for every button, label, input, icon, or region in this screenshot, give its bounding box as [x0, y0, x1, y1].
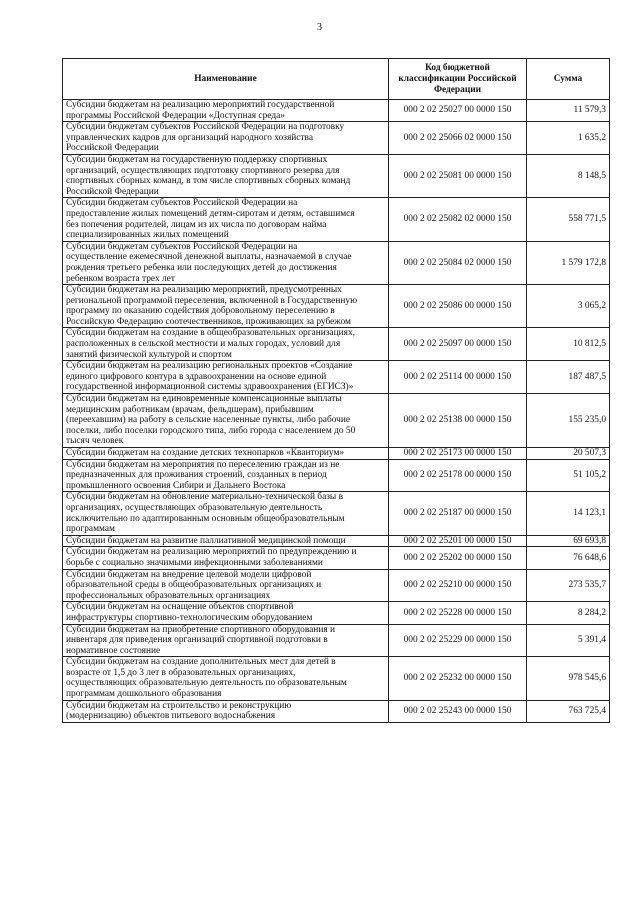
- row-code-cell: 000 2 02 25201 00 0000 150: [389, 535, 527, 547]
- table-row: [63, 459, 610, 492]
- row-code-cell: 000 2 02 25027 00 0000 150: [389, 100, 527, 122]
- row-code-cell: 000 2 02 25097 00 0000 150: [389, 328, 527, 361]
- budget-table: [62, 58, 610, 723]
- row-code-cell: 000 2 02 25138 00 0000 150: [389, 394, 527, 448]
- row-name-cell: Субсидии бюджетам на внедрение целевой модели цифровой образовательной среды в общеобразовательных организациях и профессиональных образовательных организациях: [63, 569, 389, 602]
- row-code-cell: 000 2 02 25114 00 0000 150: [389, 361, 527, 394]
- row-code-cell: 000 2 02 25210 00 0000 150: [389, 569, 527, 602]
- row-name-cell: Субсидии бюджетам на мероприятия по переселению граждан из не предназначенных для проживания строений, созданных в период промышленного освоения Сибири и Дальнего Востока: [63, 459, 389, 492]
- table-row: [63, 700, 610, 722]
- page-number: 3: [317, 22, 322, 33]
- table-row: [63, 154, 610, 197]
- row-code-cell: 000 2 02 25178 00 0000 150: [389, 459, 527, 492]
- row-sum-cell: 763 725,4: [527, 700, 610, 722]
- row-sum-cell: 1 635,2: [527, 122, 610, 155]
- row-sum-cell: 51 105,2: [527, 459, 610, 492]
- row-name-cell: Субсидии бюджетам на создание дополнительных мест для детей в возрасте от 1,5 до 3 лет в образовательных организациях, осуществляющих образовательную деятельность по образовательным программам дошкольного образования: [63, 657, 389, 700]
- row-code-cell: 000 2 02 25173 00 0000 150: [389, 448, 527, 460]
- row-name-cell: Субсидии бюджетам на приобретение спортивного оборудования и инвентаря для приведения организаций спортивной подготовки в нормативное состояние: [63, 624, 389, 657]
- row-code-cell: 000 2 02 25086 00 0000 150: [389, 285, 527, 328]
- table-row: [63, 241, 610, 284]
- row-code-cell: 000 2 02 25081 00 0000 150: [389, 154, 527, 197]
- row-sum-cell: 20 507,3: [527, 448, 610, 460]
- row-name-cell: Субсидии бюджетам на реализацию мероприятий по предупреждению и борьбе с социально значимыми инфекционными заболеваниями: [63, 547, 389, 569]
- row-sum-cell: 8 284,2: [527, 602, 610, 624]
- header-name: Наименование: [63, 59, 389, 100]
- row-code-cell: 000 2 02 25082 02 0000 150: [389, 198, 527, 241]
- row-name-cell: Субсидии бюджетам на оснащение объектов спортивной инфраструктуры спортивно-технологическим оборудованием: [63, 602, 389, 624]
- row-name-cell: Субсидии бюджетам на реализацию региональных проектов «Создание единого цифрового контура в здравоохранении на основе единой государственной информационной системы здравоохранения (ЕГИСЗ)»: [63, 361, 389, 394]
- row-sum-cell: 3 065,2: [527, 285, 610, 328]
- table-row: [63, 492, 610, 535]
- table-row: [63, 448, 610, 460]
- table-row: [63, 624, 610, 657]
- row-sum-cell: 155 235,0: [527, 394, 610, 448]
- row-code-cell: 000 2 02 25187 00 0000 150: [389, 492, 527, 535]
- table-row: [63, 657, 610, 700]
- table-row: [63, 547, 610, 569]
- table-row: [63, 285, 610, 328]
- row-name-cell: Субсидии бюджетам на единовременные компенсационные выплаты медицинским работникам (врачам, фельдшерам), прибывшим (переехавшим) на работу в сельские населенные пункты, либо рабочие поселки, либо поселки городского типа, либо города с населением до 50 тысяч человек: [63, 394, 389, 448]
- row-sum-cell: 10 812,5: [527, 328, 610, 361]
- row-name-cell: Субсидии бюджетам на реализацию мероприятий, предусмотренных региональной программой переселения, включенной в Государственную программу по оказанию содействия добровольному переселению в Российскую Федерацию соотечественников, проживающих за рубежом: [63, 285, 389, 328]
- row-name-cell: Субсидии бюджетам на государственную поддержку спортивных организаций, осуществляющих подготовку спортивного резерва для спортивных сборных команд, в том числе спортивных сборных команд Российской Федерации: [63, 154, 389, 197]
- row-code-cell: 000 2 02 25229 00 0000 150: [389, 624, 527, 657]
- row-sum-cell: 69 693,8: [527, 535, 610, 547]
- row-sum-cell: 1 579 172,8: [527, 241, 610, 284]
- row-name-cell: Субсидии бюджетам субъектов Российской Федерации на осуществление ежемесячной денежной выплаты, назначаемой в случае рождения третьего ребенка или последующих детей до достижения ребенком возраста трех лет: [63, 241, 389, 284]
- row-sum-cell: 187 487,5: [527, 361, 610, 394]
- row-code-cell: 000 2 02 25066 02 0000 150: [389, 122, 527, 155]
- row-sum-cell: 14 123,1: [527, 492, 610, 535]
- row-code-cell: 000 2 02 25232 00 0000 150: [389, 657, 527, 700]
- row-name-cell: Субсидии бюджетам на реализацию мероприятий государственной программы Российской Федерации «Доступная среда»: [63, 100, 389, 122]
- row-sum-cell: 11 579,3: [527, 100, 610, 122]
- row-code-cell: 000 2 02 25202 00 0000 150: [389, 547, 527, 569]
- row-sum-cell: 76 648,6: [527, 547, 610, 569]
- header-sum: Сумма: [527, 59, 610, 100]
- row-code-cell: 000 2 02 25243 00 0000 150: [389, 700, 527, 722]
- table-row: [63, 602, 610, 624]
- row-sum-cell: 978 545,6: [527, 657, 610, 700]
- row-name-cell: Субсидии бюджетам субъектов Российской Федерации на предоставление жилых помещений детям-сиротам и детям, оставшимся без попечения родителей, лицам из их числа по договорам найма специализированных жилых помещений: [63, 198, 389, 241]
- row-name-cell: Субсидии бюджетам на создание в общеобразовательных организациях, расположенных в сельской местности и малых городах, условий для занятий физической культурой и спортом: [63, 328, 389, 361]
- table-row: [63, 100, 610, 122]
- table-row: [63, 328, 610, 361]
- row-sum-cell: 273 535,7: [527, 569, 610, 602]
- row-name-cell: Субсидии бюджетам субъектов Российской Федерации на подготовку управленческих кадров для организаций народного хозяйства Российской Федерации: [63, 122, 389, 155]
- table-row: [63, 569, 610, 602]
- row-name-cell: Субсидии бюджетам на строительство и реконструкцию (модернизацию) объектов питьевого водоснабжения: [63, 700, 389, 722]
- table-header-row: [63, 59, 610, 100]
- table-row: [63, 535, 610, 547]
- row-code-cell: 000 2 02 25228 00 0000 150: [389, 602, 527, 624]
- row-name-cell: Субсидии бюджетам на создание детских технопарков «Кванториум»: [63, 448, 389, 460]
- row-code-cell: 000 2 02 25084 02 0000 150: [389, 241, 527, 284]
- row-sum-cell: 5 391,4: [527, 624, 610, 657]
- row-name-cell: Субсидии бюджетам на обновление материально-технической базы в организациях, осуществляющих образовательную деятельность исключительно по адаптированным основным общеобразовательным программам: [63, 492, 389, 535]
- table-row: [63, 361, 610, 394]
- row-sum-cell: 8 148,5: [527, 154, 610, 197]
- table-row: [63, 122, 610, 155]
- row-sum-cell: 558 771,5: [527, 198, 610, 241]
- header-code: Код бюджетной классификации Российской Федерации: [389, 59, 527, 100]
- row-name-cell: Субсидии бюджетам на развитие паллиативной медицинской помощи: [63, 535, 389, 547]
- table-row: [63, 394, 610, 448]
- table-row: [63, 198, 610, 241]
